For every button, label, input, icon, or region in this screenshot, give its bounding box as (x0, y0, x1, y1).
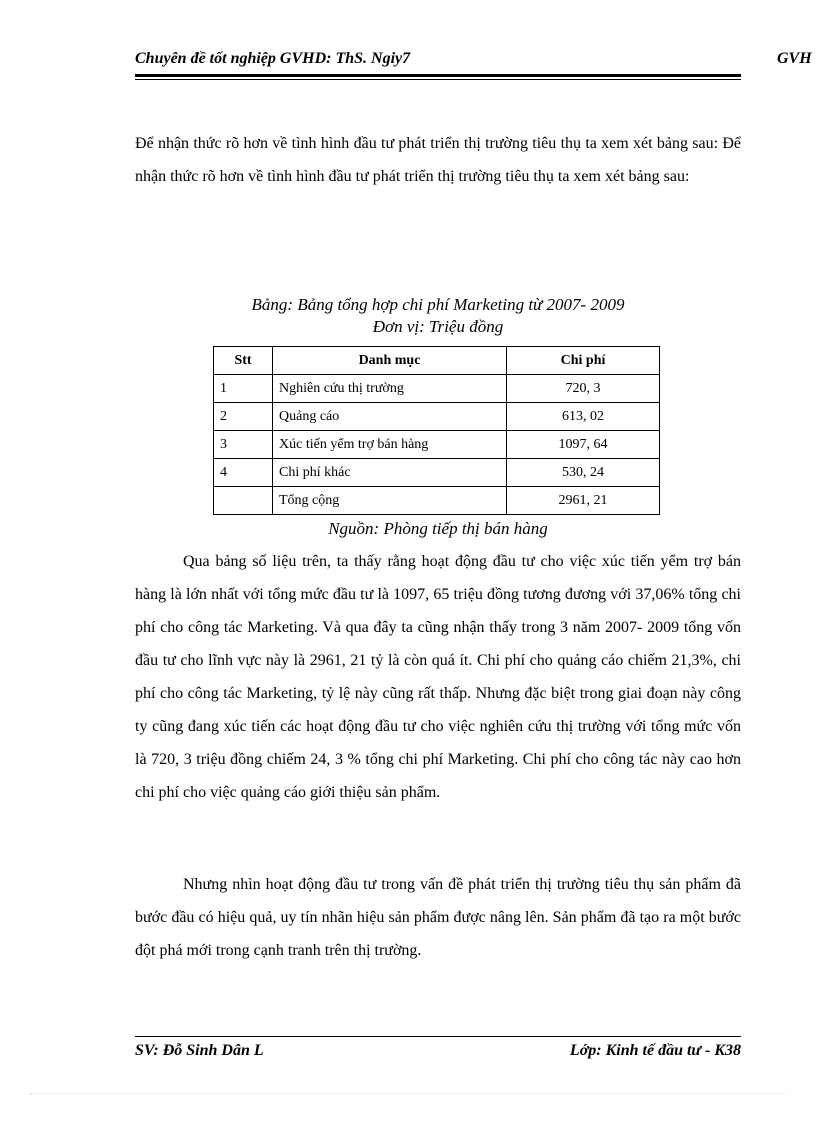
marketing-cost-table (213, 346, 660, 515)
header-rule-thin (135, 79, 741, 80)
analysis-paragraph: Qua bảng số liệu trên, ta thấy rằng hoạt động đầu tư cho việc xúc tiến yểm trợ bán hàng là lớn nhất với tổng mức đầu tư là 1097, 65 triệu đồng tương đương với 37,06% tổng chi phí cho công tác Marketing. Và qua đây ta cũng nhận thấy trong 3 năm 2007- 2009 tổng vốn đầu tư cho lĩnh vực này là 2961, 21 tỷ là còn quá ít. Chi phí cho quảng cáo chiếm 21,3%, chi phí cho công tác Marketing, tỷ lệ này cũng rất thấp. Nhưng đặc biệt trong giai đoạn này công ty cũng đang xúc tiến các hoạt động đầu tư cho việc nghiên cứu thị trường với tổng mức vốn là 720, 3 triệu đồng chiếm 24, 3 % tổng chi phí Marketing. Chi phí cho công tác này cao hơn chi phí cho việc quảng cáo giới thiệu sản phẩm. (135, 553, 741, 801)
row-item: Xúc tiến yểm trợ bán hàng (273, 431, 507, 459)
table-source: Nguồn: Phòng tiếp thị bán hàng (328, 519, 548, 538)
table-title: Bảng: Bảng tổng hợp chi phí Marketing từ 2007- 2009 (251, 295, 625, 314)
row-stt: 3 (214, 431, 273, 459)
page-number: 7 (402, 50, 411, 67)
footer-rule (135, 1036, 741, 1037)
table-row (214, 431, 660, 459)
table-row (214, 403, 660, 431)
table-row (214, 459, 660, 487)
column-header-cost: Chi phí (507, 347, 660, 375)
table-header-row (214, 347, 660, 375)
footer-class: Lớp: Kinh tế đầu tư - K38 (569, 1042, 741, 1059)
row-cost: 1097, 64 (507, 431, 660, 459)
row-cost: 720, 3 (507, 375, 660, 403)
footer-student: SV: Đỗ Sinh Dân L (135, 1042, 264, 1059)
row-item: Quảng cáo (273, 403, 507, 431)
row-stt: 1 (214, 375, 273, 403)
page-header (135, 48, 816, 72)
row-stt: 2 (214, 403, 273, 431)
row-item: Chi phí khác (273, 459, 507, 487)
row-stt (214, 487, 273, 515)
header-rule-thick (135, 74, 741, 77)
conclusion-paragraph: Nhưng nhìn hoạt động đầu tư trong vấn đề phát triển thị trường tiêu thụ sản phẩm đã bước đầu có hiệu quả, uy tín nhãn hiệu sản phẩm được nâng lên. Sản phẩm đã tạo ra một bước đột phá mới trong cạnh tranh trên thị trường. (135, 876, 741, 959)
table-total-row (214, 487, 660, 515)
table-unit: Đơn vị: Triệu đồng (372, 317, 504, 336)
table-row (214, 375, 660, 403)
page-bottom-border (30, 1093, 786, 1094)
row-cost: 2961, 21 (507, 487, 660, 515)
header-title: Chuyên đề tốt nghiệp GVHD: ThS. Ngiy7 (135, 50, 411, 67)
row-item: Nghiên cứu thị trường (273, 375, 507, 403)
row-cost: 613, 02 (507, 403, 660, 431)
row-item: Tổng cộng (273, 487, 507, 515)
column-header-item: Danh mục (273, 347, 507, 375)
page-footer (135, 1042, 741, 1064)
intro-paragraph: Để nhận thức rõ hơn về tình hình đầu tư phát triển thị trường tiêu thụ ta xem xét bảng sau: Để nhận thức rõ hơn về tình hình đầu tư phát triển thị trường tiêu thụ ta xem xét bảng sau: (135, 135, 741, 185)
row-stt: 4 (214, 459, 273, 487)
row-cost: 530, 24 (507, 459, 660, 487)
header-right-text: GVH (777, 50, 812, 67)
column-header-stt: Stt (214, 347, 273, 375)
